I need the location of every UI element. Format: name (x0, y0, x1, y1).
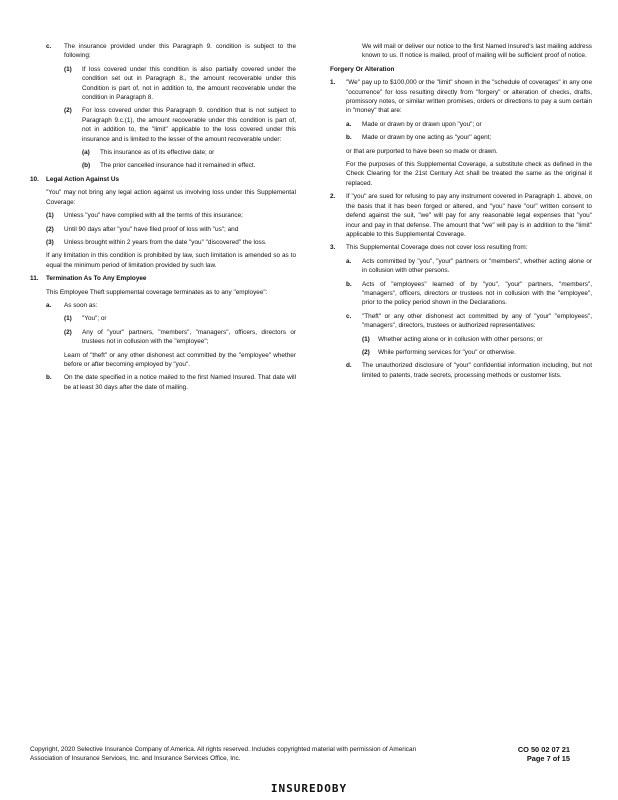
clause-text: The unauthorized disclosure of "your" confidential information including, but not limited to patents, trade secrets, processing methods or customer lists. (362, 362, 592, 379)
clause-marker: a. (346, 120, 352, 128)
clause-9c (30, 42, 296, 61)
forgery-clause-2 (330, 192, 592, 239)
clause-marker: c. (346, 312, 352, 320)
clause-marker: (2) (46, 225, 54, 233)
clause-marker: (a) (82, 149, 90, 157)
forgery-clause-1 (330, 78, 592, 116)
section-number: 11. (30, 275, 39, 283)
forgery-clause-1-after: or that are purported to have been so made or drawn. (346, 147, 498, 155)
form-info (518, 745, 570, 763)
clause-text: Any of "your" partners, "members", "managers", officers, directors or trustees not in collusion with the "employee"; (82, 328, 296, 346)
section-11-intro: This Employee Theft supplemental coverage terminates as to any "employee": (46, 288, 268, 296)
clause-11a1 (30, 314, 296, 323)
notice-continuation: We will mail or deliver our notice to the first Named Insured's last mailing address known to us. If notice is mailed, proof of mailing will be sufficient proof of notice. (362, 43, 592, 60)
watermark-logo: INSUREDOBY (270, 782, 348, 795)
clause-10-2 (30, 225, 296, 234)
forgery-clause-1a (330, 120, 592, 129)
clause-text: Acts of "employees" learned of by "you", "your" partners, "members", "managers", officers, directors or trustees not in collusion with the "employee", prior to the policy period shown in the Declarations. (362, 280, 592, 307)
clause-text: On the date specified in a notice mailed to the first Named Insured. That date will be at least 30 days after the date of mailing. (64, 374, 296, 391)
clause-text: Until 90 days after "you" have filed proof of loss with "us"; and (64, 225, 239, 233)
forgery-clause-1b (330, 133, 592, 142)
clause-11a2 (30, 328, 296, 347)
clause-text: As soon as: (64, 301, 98, 309)
section-number: 10. (30, 175, 39, 183)
page-number: Page 7 of 15 (526, 754, 570, 763)
clause-text: "Theft" or any other dishonest act committed by any of "your" "employees", "managers", directors, trustees or authorized representatives: (362, 312, 592, 330)
clause-text: If "you" are sued for refusing to pay any instrument covered in Paragraph 1. above, on the basis that it has been forged or altered, and "you" have "our" written consent to defend against the suit, "we" will pay for any reasonable legal expenses that "you" incur and pay in that defense. The amount that "we" will pay is in addition to the "limit" applicable to this Supplemental Coverage. (346, 193, 592, 238)
clause-text: "You"; or (82, 315, 107, 323)
clause-marker: (2) (362, 348, 370, 356)
clause-text: Unless brought within 2 years from the date "you" "discovered" the loss. (64, 238, 267, 246)
clause-9c1 (30, 65, 296, 103)
clause-marker: d. (346, 362, 352, 370)
forgery-clause-3d (330, 361, 592, 380)
clause-marker: (3) (46, 238, 54, 246)
clause-text: If loss covered under this condition is also partially covered under the condition set out in Paragraph 8., the amount recoverable under this Condition is part of, not in addition to, the amount recoverable under the condition in Paragraph 8. (82, 65, 296, 102)
clause-marker: 3. (330, 244, 336, 252)
clause-marker: (1) (362, 335, 370, 343)
forgery-clause-3c1 (330, 335, 592, 344)
clause-marker: b. (346, 134, 352, 142)
clause-text: The prior cancelled insurance had it remained in effect. (100, 162, 256, 170)
clause-text: This Supplemental Coverage does not cover loss resulting from: (346, 244, 528, 252)
forgery-clause-3c (330, 312, 592, 331)
clause-marker: b. (346, 280, 352, 288)
clause-marker: a. (346, 257, 352, 265)
clause-text: "We" pay up to $100,000 or the "limit" shown in the "schedule of coverages" in any one "occurrence" for loss resulting directly from "forgery" or alteration of checks, drafts, promissory notes, or similar written promises, orders or directions to pay a sum certain in "money" that are: (346, 79, 592, 115)
right-column (330, 42, 592, 384)
forgery-clause-3 (330, 243, 592, 252)
section-11-heading (30, 274, 296, 283)
clause-marker: 2. (330, 193, 336, 201)
clause-marker: (b) (82, 162, 91, 170)
section-10-intro: "You" may not bring any legal action against us involving loss under this Supplemental Coverage: (46, 189, 296, 206)
clause-marker: (2) (64, 328, 72, 336)
clause-marker: a. (46, 301, 52, 309)
clause-11a (30, 301, 296, 310)
clause-11b (30, 373, 296, 392)
clause-marker: (1) (64, 65, 72, 73)
clause-text: Whether acting alone or in collusion with other persons; or (378, 335, 543, 343)
clause-text: Made or drawn by one acting as "your" agent; (362, 134, 492, 142)
section-10-paragraph: If any limitation in this condition is prohibited by law, such limitation is amended so as to equal the minimum period of limitation provided by such law. (46, 252, 296, 269)
clause-text: Made or drawn by or drawn upon "you"; or (362, 120, 482, 128)
clause-marker: (1) (64, 315, 72, 323)
clause-marker: 1. (330, 79, 336, 87)
forgery-heading: Forgery Or Alteration (330, 65, 395, 73)
left-column (30, 42, 296, 396)
clause-text: This insurance as of its effective date; or (100, 149, 215, 157)
clause-marker: (2) (64, 107, 72, 115)
clause-text: Unless "you" have complied with all the terms of this insurance; (64, 212, 243, 220)
clause-10-1 (30, 211, 296, 220)
clause-text: For loss covered under this Paragraph 9. condition that is not subject to Paragraph 9.c.(1), the amount recoverable under this condition is part of, not in addition to, the "limit" applicable to the loss covered under this insurance and is limited to the lesser of the amount recoverable under: (82, 107, 296, 143)
clause-10-3 (30, 238, 296, 247)
clause-11a-paragraph: Learn of "theft" or any other dishonest act committed by the "employee" whether before or after becoming employed by "you". (64, 351, 296, 368)
clause-marker: (1) (46, 212, 54, 220)
clause-text: The insurance provided under this Paragraph 9. condition is subject to the following: (64, 43, 296, 60)
forgery-clause-3c2 (330, 348, 592, 357)
forgery-clause-1-paragraph: For the purposes of this Supplemental Coverage, a substitute check as defined in the Check Clearing for the 21st Century Act shall be treated the same as the original it replaced. (346, 161, 592, 187)
clause-9c2b (30, 161, 296, 170)
clause-9c2 (30, 106, 296, 144)
clause-text: While performing services for "you" or otherwise. (378, 348, 516, 356)
clause-text: Acts committed by "you", "your" partners or "members", whether acting alone or in collusion with other persons. (362, 257, 592, 275)
copyright-notice: Copyright, 2020 Selective Insurance Company of America. All rights reserved. Includes copyrighted material with permission of American Association of Insurance Services, Inc. and Insurance Services Office, Inc. (30, 746, 417, 763)
form-number: CO 50 02 07 21 (517, 745, 570, 754)
clause-marker: b. (46, 374, 52, 382)
forgery-clause-3a (330, 257, 592, 276)
section-title: Legal Action Against Us (46, 175, 120, 183)
section-title: Termination As To Any Employee (46, 275, 147, 283)
section-10-heading (30, 175, 296, 184)
clause-9c2a (30, 148, 296, 157)
forgery-clause-3b (330, 280, 592, 308)
clause-marker: c. (46, 43, 52, 50)
